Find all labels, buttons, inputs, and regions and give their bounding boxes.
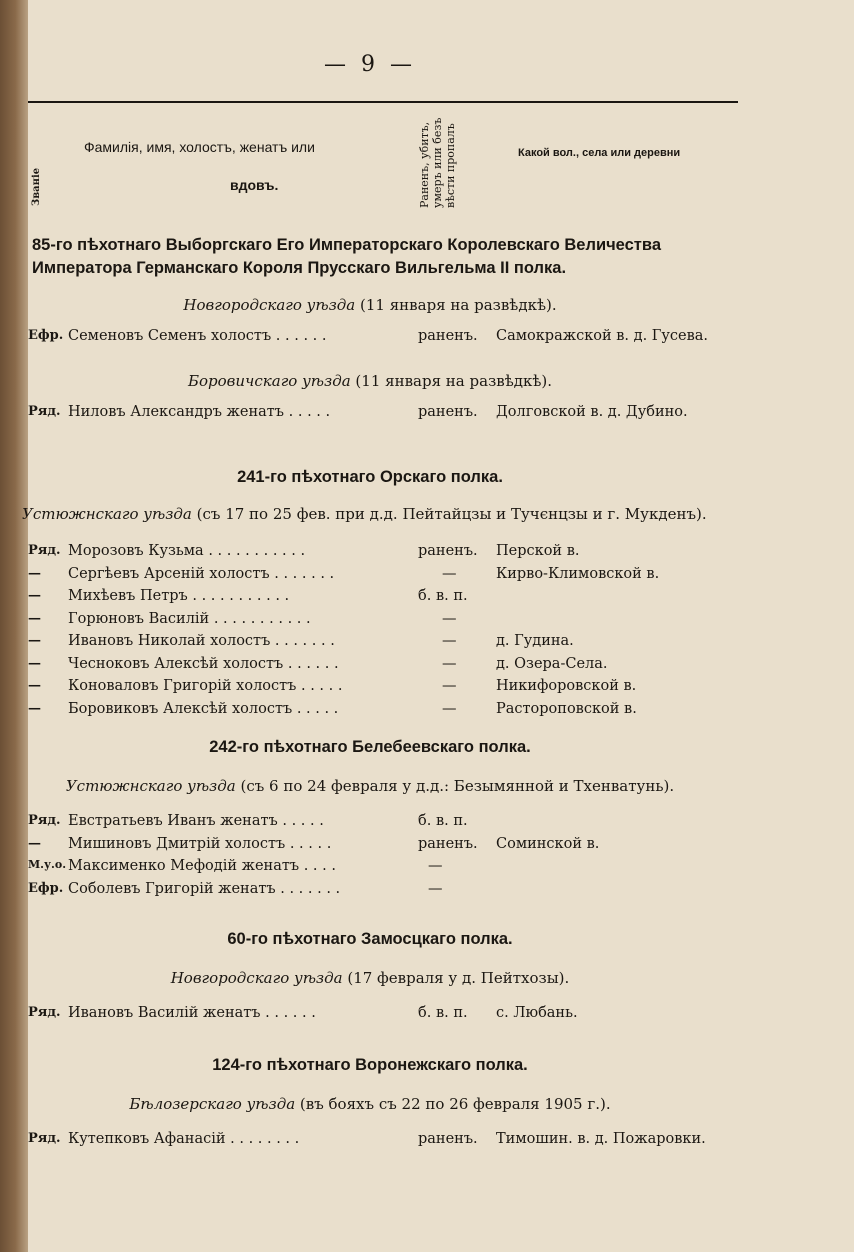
entry-name: Соболевъ Григорій женатъ . . . . . . . [68,880,341,897]
uezd-name: Устюжнскаго уѣзда [65,777,236,795]
entry-place: д. Гудина. [496,633,574,649]
entry-status: — [442,633,457,649]
entry-status: — [442,655,457,672]
entry-status: раненъ. [418,328,478,344]
regiment-heading: 241-го пѣхотнаго Орскаго полка. [237,468,503,486]
entry-rank: — [28,565,41,581]
uezd-detail: (въ бояхъ съ 22 по 26 февраля 1905 г.). [299,1095,611,1113]
uezd-detail: (11 января на развѣдкѣ). [355,372,553,390]
entry-name: Коноваловъ Григорій холостъ . . . . . [68,678,343,694]
entry-rank: Ряд. [28,404,61,419]
uezd-line [0,503,760,525]
section-85-borovichi [0,370,854,427]
entry-name: Семеновъ Семенъ холостъ . . . . . . [68,328,327,344]
entry-rank: Ряд. [28,543,61,558]
entry-status: — [442,678,457,694]
regiment-heading: 60-го пѣхотнаго Замосцкаго полка. [227,930,513,948]
entry-status: — [428,880,443,897]
entry-list [0,404,854,427]
header-name-line2: вдовъ. [230,177,279,193]
entry-rank: — [28,588,41,603]
entry-rank: — [28,610,41,626]
entry-status: б. в. п. [418,813,468,829]
entry-name: Горюновъ Василій . . . . . . . . . . . [68,610,311,627]
header-status-line: Раненъ, убитъ, [418,121,431,208]
uezd-name: Боровичскаго уѣзда [187,372,351,390]
entry-row [0,701,854,724]
entry-row [0,678,854,701]
entry-row [0,813,854,836]
header-rank: Званіе [31,167,42,206]
header-place: Какой вол., села или деревни [518,147,681,159]
entry-rank: — [28,835,41,851]
entry-place: с. Любань. [496,1005,578,1021]
entry-row [0,633,854,656]
entry-name: Морозовъ Кузьма . . . . . . . . . . . [68,543,306,559]
entry-name: Сергѣевъ Арсеній холостъ . . . . . . . [68,565,335,582]
uezd-detail: (11 января на развѣдкѣ). [360,296,557,314]
entry-rank: Ефр. [28,880,64,896]
entry-rank: Ряд. [28,1131,61,1146]
entry-row [0,611,854,634]
section-242 [0,736,854,903]
uezd-detail: (съ 6 по 24 февраля у д.д.: Безымянной и Тхенватунь). [240,777,675,795]
page-number: — 9 — [324,52,416,77]
entry-status: б. в. п. [418,588,468,604]
entry-rank: Ряд. [28,813,61,828]
entry-row [0,588,854,611]
entry-rank: Ряд. [28,1005,61,1020]
entry-name: Ивановъ Николай холостъ . . . . . . . [68,633,335,649]
entry-status: раненъ. [418,404,478,420]
section-124 [0,1054,854,1154]
entry-row [0,328,854,351]
entry-place: Кирво-Климовской в. [496,565,660,582]
entry-name: Ниловъ Александръ женатъ . . . . . [68,404,331,420]
entry-row [0,566,854,589]
uezd-name: Новгородскаго уѣзда [170,969,343,987]
entry-rank: М.у.о. [28,858,67,871]
entry-row [0,1131,854,1154]
header-status-line: вѣсти пропалъ [444,123,457,208]
entry-name: Евстратьевъ Иванъ женатъ . . . . . [68,813,324,829]
entry-row [0,1005,854,1028]
entry-row [0,836,854,859]
uezd-name: Бѣлозерскаго уѣзда [129,1095,296,1113]
entry-status: — [442,700,457,717]
entry-place: Никифоровской в. [496,678,637,694]
entry-name: Михѣевъ Петръ . . . . . . . . . . . [68,588,290,604]
entry-row [0,543,854,566]
entry-name: Чесноковъ Алексѣй холостъ . . . . . . [68,655,339,672]
entry-row [0,881,854,904]
entry-list [0,813,854,903]
entry-status: раненъ. [418,1131,478,1147]
entry-status: б. в. п. [418,1005,468,1021]
entry-name: Кутепковъ Афанасій . . . . . . . . [68,1131,300,1147]
uezd-line [0,775,740,797]
entry-list [0,1131,854,1154]
entry-place: Соминской в. [496,835,600,852]
entry-place: Самокражской в. д. Гусева. [496,328,709,344]
entry-row [0,858,854,881]
entry-row [0,656,854,679]
entry-name: Максименко Мефодій женатъ . . . . [68,858,336,874]
section-60 [0,928,854,1028]
uezd-name: Устюжнскаго уѣзда [22,505,192,523]
uezd-detail: (17 февраля у д. Пейтхозы). [347,969,570,987]
uezd-line [0,294,740,316]
entry-status: — [442,565,457,582]
entry-status: — [442,610,457,627]
entry-status: раненъ. [418,835,478,852]
entry-place: Растороповской в. [496,700,637,717]
regiment-heading: 85-го пѣхотнаго Выборгскаго Его Императорскаго Королевскаго Величества Императора Германскаго Короля Прусскаго Вильгельма II полка. [32,236,661,277]
entry-list [0,1005,854,1028]
entry-rank: Ефр. [28,328,64,343]
header-name-line1: Фамилія, имя, холостъ, женатъ или [84,139,315,155]
uezd-detail: (съ 17 по 25 фев. при д.д. Пейтайцзы и Тучєнцзы и г. Мукденъ). [196,505,707,523]
regiment-heading: 124-го пѣхотнаго Воронежскаго полка. [212,1056,528,1074]
entry-list [0,543,854,723]
entry-rank: — [28,678,41,693]
entry-row [0,404,854,427]
entry-name: Боровиковъ Алексѣй холостъ . . . . . [68,700,339,717]
entry-rank: — [28,655,41,671]
uezd-line [0,967,740,989]
regiment-heading: 242-го пѣхотнаго Белебеевскаго полка. [209,738,531,756]
header-rule [28,101,738,103]
entry-place: Перской в. [496,543,580,559]
entry-name: Мишиновъ Дмитрій холостъ . . . . . [68,835,332,852]
entry-place: д. Озера-Села. [496,655,608,672]
section-241 [0,466,854,723]
section-85-novgorod [0,234,854,351]
entry-place: Долговской в. д. Дубино. [496,404,688,420]
entry-name: Ивановъ Василій женатъ . . . . . . [68,1005,316,1021]
entry-status: — [428,858,443,874]
uezd-line [0,370,740,392]
uezd-name: Новгородскаго уѣзда [183,296,356,314]
uezd-line [0,1093,740,1115]
header-name [84,128,394,204]
entry-list [0,328,854,351]
entry-rank: — [28,633,41,648]
entry-status: раненъ. [418,543,478,559]
entry-rank: — [28,700,41,716]
header-status [418,104,472,208]
header-status-line: умеръ или безъ [431,117,444,208]
entry-place: Тимошин. в. д. Пожаровки. [496,1131,706,1147]
